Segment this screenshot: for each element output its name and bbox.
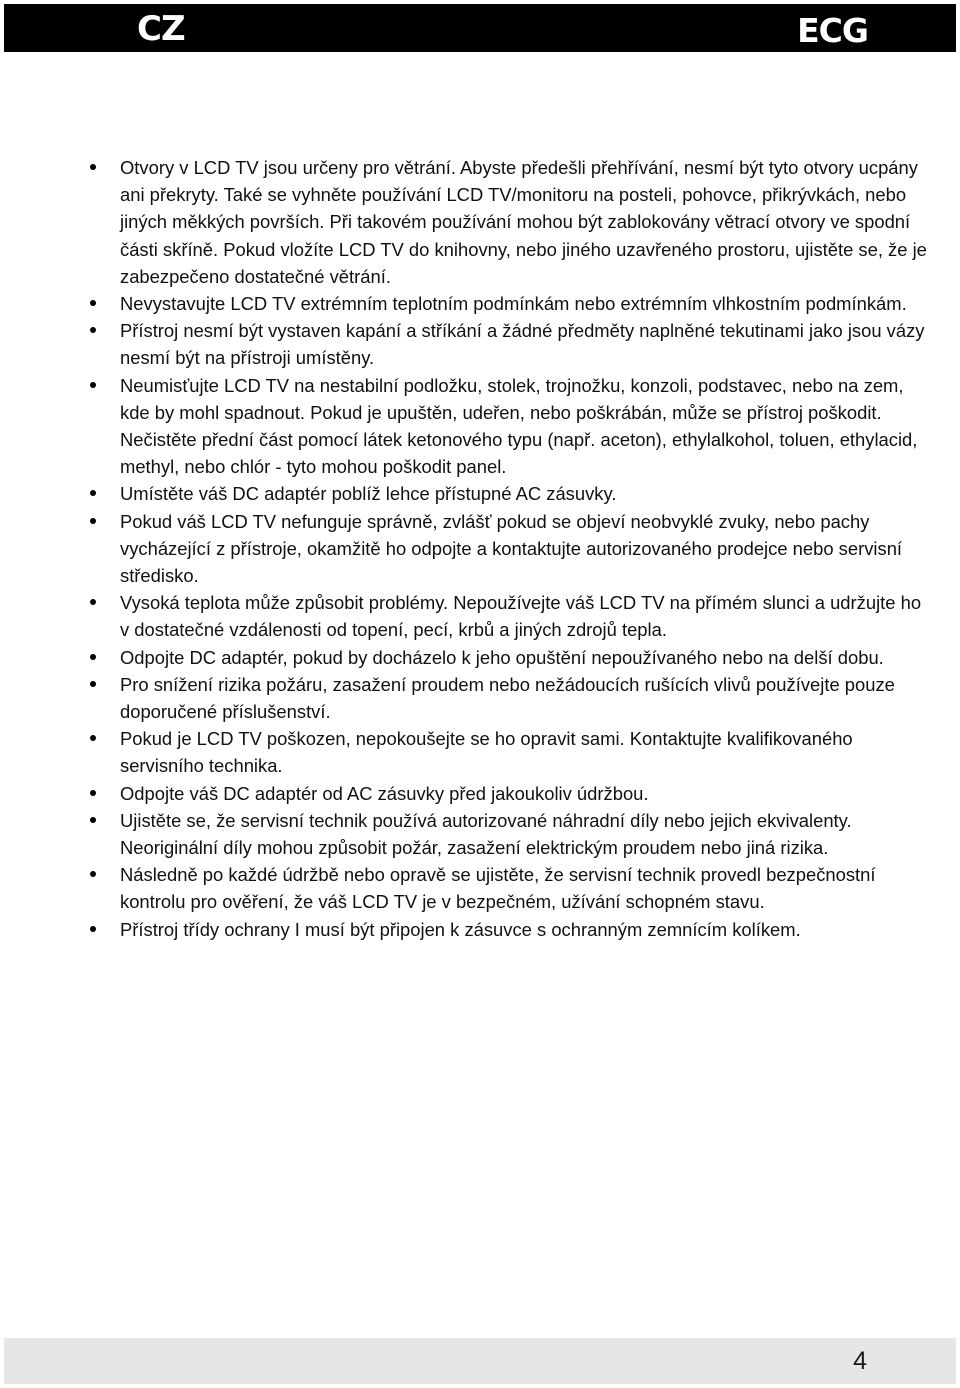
list-item: Umístěte váš DC adaptér poblíž lehce přístupné AC zásuvky.: [88, 480, 928, 507]
brand-logo: ECG: [797, 11, 868, 50]
list-item: Přístroj třídy ochrany I musí být připojen k zásuvce s ochranným zemnícím kolíkem.: [88, 916, 928, 943]
language-code: CZ: [137, 9, 185, 49]
page-content: [88, 154, 928, 943]
list-item: Pokud je LCD TV poškozen, nepokoušejte se ho opravit sami. Kontaktujte kvalifikovaného servisního technika.: [88, 725, 928, 779]
list-item: Přístroj nesmí být vystaven kapání a stříkání a žádné předměty naplněné tekutinami jako jsou vázy nesmí být na přístroji umístěny.: [88, 317, 928, 371]
header-bar: [4, 4, 956, 52]
list-item: Následně po každé údržbě nebo opravě se ujistěte, že servisní technik provedl bezpečnostní kontrolu pro ověření, že váš LCD TV je v bezpečném, užívání schopném stavu.: [88, 861, 928, 915]
footer-bar: [4, 1338, 956, 1384]
list-item: Odpojte váš DC adaptér od AC zásuvky před jakoukoliv údržbou.: [88, 780, 928, 807]
list-item: Nevystavujte LCD TV extrémním teplotním podmínkám nebo extrémním vlhkostním podmínkám.: [88, 290, 928, 317]
list-item: Pro snížení rizika požáru, zasažení proudem nebo nežádoucích rušících vlivů používejte pouze doporučené příslušenství.: [88, 671, 928, 725]
list-item: Pokud váš LCD TV nefunguje správně, zvlášť pokud se objeví neobvyklé zvuky, nebo pachy vycházející z přístroje, okamžitě ho odpojte a kontaktujte autorizovaného prodejce nebo servisní středisko.: [88, 508, 928, 590]
list-item: Odpojte DC adaptér, pokud by docházelo k jeho opuštění nepoužívaného nebo na delší dobu.: [88, 644, 928, 671]
list-item: Ujistěte se, že servisní technik používá autorizované náhradní díly nebo jejich ekvivalenty. Neoriginální díly mohou způsobit požár, zasažení elektrickým proudem nebo jiná rizika.: [88, 807, 928, 861]
list-item: Neumisťujte LCD TV na nestabilní podložku, stolek, trojnožku, konzoli, podstavec, nebo na zem, kde by mohl spadnout. Pokud je upuštěn, udeřen, nebo poškrábán, může se přístroj poškodit. Nečistěte přední část pomocí látek ketonového typu (např. aceton), ethylalkohol, toluen, ethylacid, methyl, nebo chlór - tyto mohou poškodit panel.: [88, 372, 928, 481]
list-item: Vysoká teplota může způsobit problémy. Nepoužívejte váš LCD TV na přímém slunci a udržujte ho v dostatečné vzdálenosti od topení, pecí, krbů a jiných zdrojů tepla.: [88, 589, 928, 643]
list-item: Otvory v LCD TV jsou určeny pro větrání. Abyste předešli přehřívání, nesmí být tyto otvory ucpány ani překryty. Také se vyhněte používání LCD TV/monitoru na posteli, pohovce, přikrývkách, nebo jiných měkkých površích. Při takovém používání mohou být zablokovány větrací otvory ve spodní části skříně. Pokud vložíte LCD TV do knihovny, nebo jiného uzavřeného prostoru, ujistěte se, že je zabezpečeno dostatečné větrání.: [88, 154, 928, 290]
safety-instructions-list: [88, 154, 928, 943]
page-number: 4: [853, 1347, 867, 1375]
